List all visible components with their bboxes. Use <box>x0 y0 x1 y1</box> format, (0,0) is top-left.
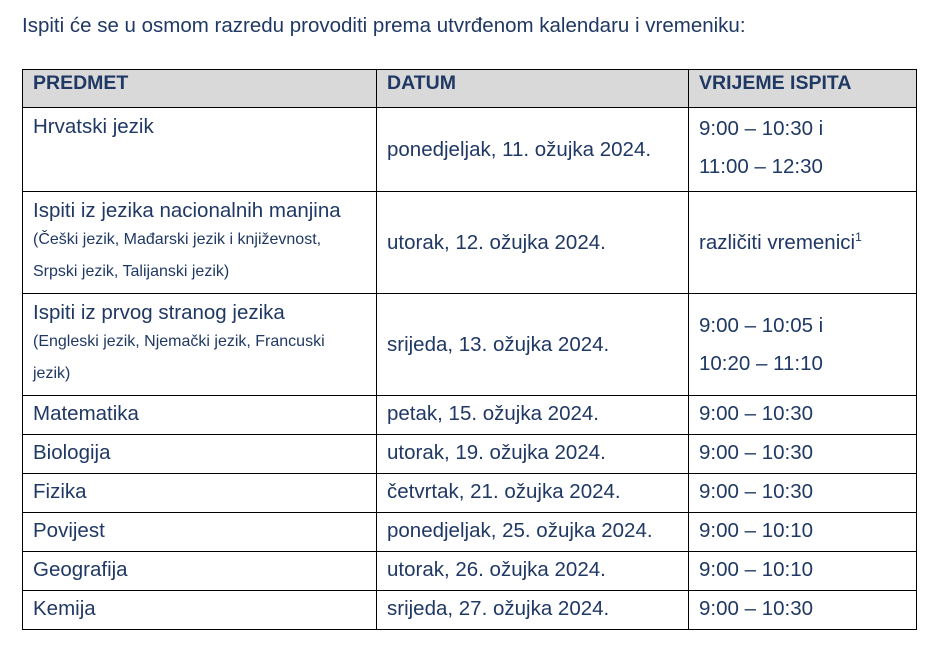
subject-cell: Kemija <box>23 591 377 630</box>
subject-note: (Engleski jezik, Njemački jezik, Francuski jezik) <box>33 333 325 382</box>
table-row <box>23 108 917 192</box>
time-line-2: 11:00 – 12:30 <box>699 155 823 178</box>
table-header-row <box>23 70 917 108</box>
subject-note: (Češki jezik, Mađarski jezik i književnost, Srpski jezik, Talijanski jezik) <box>33 231 322 280</box>
time-cell <box>689 192 917 294</box>
time-line-1: 9:00 – 10:05 i <box>699 313 824 337</box>
date-cell: ponedjeljak, 25. ožujka 2024. <box>377 513 689 552</box>
subject-cell <box>23 108 377 192</box>
subject-cell: Povijest <box>23 513 377 552</box>
time-cell: 9:00 – 10:30 <box>689 435 917 474</box>
time-line-2: 10:20 – 11:10 <box>699 351 823 375</box>
header-date: DATUM <box>377 70 689 108</box>
time-cell: 9:00 – 10:10 <box>689 513 917 552</box>
table-row <box>23 396 917 435</box>
subject-cell: Geografija <box>23 552 377 591</box>
exam-schedule-table <box>22 69 917 630</box>
table-row <box>23 474 917 513</box>
time-cell <box>689 108 917 192</box>
time-cell: 9:00 – 10:30 <box>689 591 917 630</box>
footnote-marker: 1 <box>855 230 862 245</box>
table-row <box>23 435 917 474</box>
table-row <box>23 513 917 552</box>
date-cell: srijeda, 27. ožujka 2024. <box>377 591 689 630</box>
date-cell: utorak, 12. ožujka 2024. <box>377 192 689 294</box>
header-subject: PREDMET <box>23 70 377 108</box>
time-text: različiti vremenici <box>699 231 856 254</box>
subject-name: Ispiti iz jezika nacionalnih manjina <box>33 199 341 222</box>
date-cell: srijeda, 13. ožujka 2024. <box>377 294 689 396</box>
table-row <box>23 294 917 396</box>
subject-name: Hrvatski jezik <box>33 115 154 138</box>
header-exam-time: VRIJEME ISPITA <box>689 70 917 108</box>
time-line-1: 9:00 – 10:30 i <box>699 117 824 140</box>
table-row <box>23 552 917 591</box>
date-cell: utorak, 26. ožujka 2024. <box>377 552 689 591</box>
subject-cell: Biologija <box>23 435 377 474</box>
subject-name: Ispiti iz prvog stranog jezika <box>33 301 285 324</box>
subject-cell <box>23 192 377 294</box>
date-cell: četvrtak, 21. ožujka 2024. <box>377 474 689 513</box>
subject-cell: Fizika <box>23 474 377 513</box>
date-cell: petak, 15. ožujka 2024. <box>377 396 689 435</box>
time-cell: 9:00 – 10:30 <box>689 474 917 513</box>
subject-cell <box>23 294 377 396</box>
table-row <box>23 591 917 630</box>
time-cell: 9:00 – 10:10 <box>689 552 917 591</box>
time-cell <box>689 294 917 396</box>
time-cell: 9:00 – 10:30 <box>689 396 917 435</box>
table-row <box>23 192 917 294</box>
date-cell: ponedjeljak, 11. ožujka 2024. <box>377 108 689 192</box>
intro-text: Ispiti će se u osmom razredu provoditi prema utvrđenom kalendaru i vremeniku: <box>22 14 746 37</box>
date-cell: utorak, 19. ožujka 2024. <box>377 435 689 474</box>
subject-cell: Matematika <box>23 396 377 435</box>
